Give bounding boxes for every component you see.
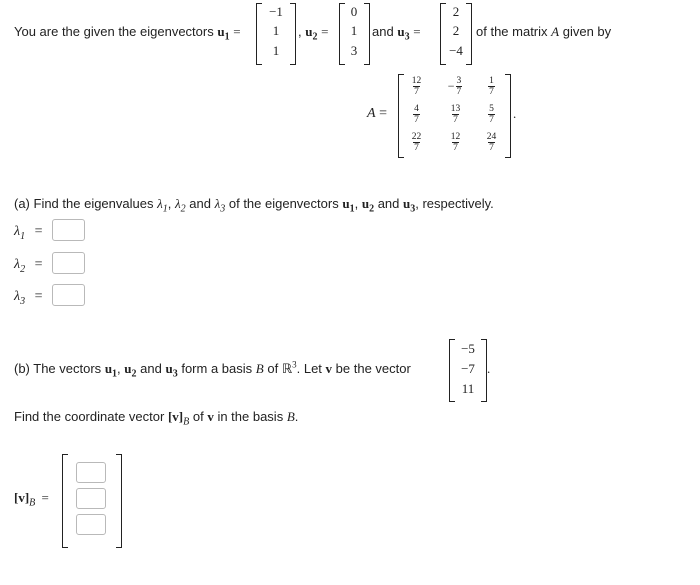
lambda-2-label: $\lambda_2$ = [14,257,43,275]
matrix-a-entry-r1c1 [403,76,429,97]
matrix-a-fraction [450,132,462,153]
coord-label-sub: B [29,497,36,509]
u2-right-bracket [364,3,370,65]
u2-symbol: $u_2$ [305,24,318,43]
u1-symbol: $u_1$ [217,24,230,43]
part-b-find-v: v [207,409,214,424]
coord-vector-inline: $[v]_B$ [167,409,190,428]
coord-vector-label [14,490,49,509]
part-b-u1: $u_1$ [104,361,118,380]
part-a-prompt-3: of the eigenvectors [228,196,339,211]
part-a-prompt-2: and [189,196,211,211]
lambda-3-label: $\lambda_3$ = [14,289,43,307]
matrix-a-fraction [411,132,423,153]
v-entry-1: −5 [461,341,475,356]
u2-entry-2: 1 [350,23,358,38]
matrix-a-entry-r2c2 [442,104,468,125]
fraction-denominator: 7 [489,87,494,97]
fraction-numerator: 4 [414,104,419,114]
u2-label [298,24,329,43]
u1-right-bracket [290,3,296,65]
part-b-prompt-6: be the vector [335,361,411,376]
part-a-comma-2: , [354,196,359,211]
matrix-a-period: . [513,106,517,121]
part-a-prompt [14,196,494,215]
lambda-2-answer-box[interactable] [52,252,85,274]
u2-comma: , [298,24,302,39]
u1-entry-1: −1 [269,4,283,19]
matrix-a-entry-r1c3 [478,76,504,97]
u2-entry-1: 0 [350,4,358,19]
coord-label-text: [v] [14,490,30,505]
vector-symbol: v [325,361,333,376]
part-a-prompt-1: (a) Find the eigenvalues [14,196,154,211]
coord-equals: = [41,490,49,505]
v-entry-3: 11 [461,381,475,396]
u1-entry-2: 1 [272,23,280,38]
part-a-u1: $u_1$ [342,196,355,215]
lambda-1-symbol: $\lambda_1$ [157,196,168,215]
fraction-numerator: 13 [450,104,461,114]
basis-symbol: B [255,361,264,376]
part-b-find-2: of [192,409,204,424]
fraction-denominator: 7 [453,115,458,125]
matrix-a-fraction [450,104,462,125]
matrix-a-entry-r3c1 [403,132,429,153]
intro-matrix-symbol: A [551,24,560,39]
matrix-a-equals: = [379,106,387,121]
part-b-prompt-5: . Let [296,361,322,376]
u3-entry-2: 2 [452,23,460,38]
coord-entry-1-box[interactable] [76,462,106,483]
u3-label [372,24,421,43]
part-a-comma-1: , [167,196,172,211]
coord-left-bracket [62,454,68,548]
fraction-numerator: 5 [489,104,494,114]
lambda-3-symbol: $\lambda_3$ [214,196,226,215]
lambda-3-answer-box[interactable] [52,284,85,306]
fraction-denominator: 7 [456,87,462,97]
u2-equals: = [321,24,329,39]
lambda-1-answer-box[interactable] [52,219,85,241]
lambda-1-label: $\lambda_1$ = [14,224,43,242]
u1-entry-3: 1 [272,43,280,58]
matrix-a-fraction [413,104,420,125]
fraction-numerator: 22 [411,132,422,142]
matrix-a-sign: − [447,79,455,93]
space-symbol: ℝ$^3$ [281,359,297,376]
lambda-1-equals: = [34,224,43,239]
matrix-a-label [367,106,387,122]
matrix-a-symbol: A [367,106,376,121]
intro-suffix-text: of the matrix [476,24,548,39]
matrix-a-entry-r2c3 [478,104,504,125]
u3-symbol: $u_3$ [397,24,410,43]
fraction-denominator: 7 [489,143,494,153]
matrix-a-right-bracket [505,74,511,158]
part-b-prompt [14,359,411,380]
part-b-prompt-3: form a basis [181,361,253,376]
fraction-denominator: 7 [414,115,419,125]
part-b-u3: $u_3$ [165,361,178,380]
part-b-find-end: . [294,409,299,424]
part-a-prompt-4: and [377,196,400,211]
lambda-3-equals: = [34,289,43,304]
part-b-find [14,409,299,428]
v-entry-2: −7 [461,361,475,376]
intro-suffix [476,24,611,40]
part-b-find-1: Find the coordinate vector [14,409,165,424]
fraction-numerator: 12 [450,132,461,142]
part-a-u2: $u_2$ [361,196,375,215]
fraction-numerator: 12 [411,76,422,86]
u3-entry-1: 2 [452,4,460,19]
v-period: . [487,361,491,376]
part-b-find-basis: B [286,409,295,424]
part-a-u3: $u_3$ [403,196,416,215]
coord-entry-3-box[interactable] [76,514,106,535]
fraction-denominator: 7 [414,143,419,153]
lambda-2-symbol: $\lambda_2$ [175,196,186,215]
part-b-prompt-1: (b) The vectors [14,361,102,376]
coord-entry-2-box[interactable] [76,488,106,509]
intro-prefix-text: You are the given the eigenvectors [14,24,214,39]
matrix-a-entry-r3c3 [478,132,504,153]
matrix-a-fraction [488,76,495,97]
lambda-2-equals: = [34,257,43,272]
part-a-prompt-5: , respectively. [415,196,494,211]
coord-right-bracket [116,454,122,548]
matrix-a-fraction [486,132,498,153]
part-b-u2: $u_2$ [124,361,137,380]
matrix-a-entry-r2c1 [403,104,429,125]
matrix-a-fraction [456,76,463,97]
u3-equals: = [413,24,421,39]
fraction-denominator: 7 [414,87,419,97]
part-b-find-3: in the basis [217,409,284,424]
part-b-comma: , [117,361,121,376]
part-b-prompt-2: and [140,361,162,376]
fraction-denominator: 7 [489,115,494,125]
fraction-numerator: 24 [486,132,497,142]
fraction-denominator: 7 [453,143,458,153]
matrix-a-fraction [488,104,495,125]
intro-suffix-end: given by [562,24,612,39]
matrix-a-entry-r3c2 [442,132,468,153]
intro-prefix [14,24,241,43]
u2-entry-3: 3 [350,43,358,58]
u3-entry-3: −4 [449,43,463,58]
intro-and: and [372,24,394,39]
fraction-numerator: 1 [489,76,494,86]
matrix-a-fraction [411,76,423,97]
u3-right-bracket [466,3,472,65]
part-b-prompt-4: of [267,361,279,376]
matrix-a-entry-r1c2 [442,76,468,97]
fraction-numerator: 3 [456,76,462,86]
u1-equals: = [233,24,241,39]
